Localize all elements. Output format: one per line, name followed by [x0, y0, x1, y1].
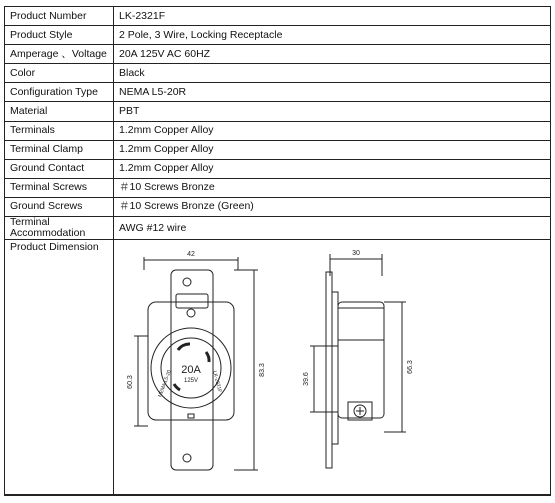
front-strap-hole-bottom	[183, 454, 191, 462]
front-body	[148, 302, 234, 420]
spec-value: 1.2mm Copper Alloy	[114, 140, 551, 159]
spec-row	[5, 178, 550, 197]
spec-label: Terminals	[5, 121, 114, 140]
face-right-text: LK-2321F	[211, 370, 223, 394]
spec-row	[5, 7, 550, 26]
spec-label: Product Number	[5, 7, 114, 26]
spec-label: Material	[5, 102, 114, 121]
spec-label: Terminal Clamp	[5, 140, 114, 159]
spec-row	[5, 140, 550, 159]
side-inner-height-label: 39.6	[303, 372, 310, 386]
spec-label: Terminal Screws	[5, 178, 114, 197]
spec-row	[5, 83, 550, 102]
dimension-label: Product Dimension	[5, 240, 114, 495]
side-width-label: 30	[352, 250, 360, 257]
side-body	[338, 302, 384, 418]
product-dimension-drawing	[108, 236, 546, 488]
spec-row	[5, 26, 550, 45]
spec-label: Product Style	[5, 26, 114, 45]
spec-row	[5, 102, 550, 121]
spec-label: Amperage 、Voltage	[5, 45, 114, 64]
spec-label: Ground Contact	[5, 159, 114, 178]
spec-value: 20A 125V AC 60HZ	[114, 45, 551, 64]
front-mount-screw-top	[187, 309, 195, 317]
spec-row	[5, 45, 550, 64]
spec-row	[5, 64, 550, 83]
front-outer-height-label: 83.3	[259, 363, 266, 377]
spec-value: LK-2321F	[114, 7, 551, 26]
spec-label: Configuration Type	[5, 83, 114, 102]
spec-value: PBT	[114, 102, 551, 121]
side-outer-height-label: 66.3	[407, 360, 414, 374]
spec-value: NEMA L5-20R	[114, 83, 551, 102]
spec-value: AWG #12 wire	[114, 217, 551, 240]
front-inner-height-label: 60.3	[127, 375, 134, 389]
spec-value: ＃10 Screws Bronze	[114, 178, 551, 197]
spec-label: Ground Screws	[5, 197, 114, 216]
spec-value: 1.2mm Copper Alloy	[114, 159, 551, 178]
spec-value: 1.2mm Copper Alloy	[114, 121, 551, 140]
face-left-text: NEMA L5-20	[157, 369, 173, 399]
spec-label: Color	[5, 64, 114, 83]
front-strap-hole-top	[183, 278, 191, 286]
face-amps-label: 20A	[181, 364, 201, 376]
spec-label: Terminal Accommodation	[5, 217, 114, 240]
spec-value: 2 Pole, 3 Wire, Locking Receptacle	[114, 26, 551, 45]
spec-value: ＃10 Screws Bronze (Green)	[114, 197, 551, 216]
face-volts-label: 125V	[183, 378, 199, 384]
spec-row	[5, 197, 550, 216]
spec-row	[5, 159, 550, 178]
front-width-label: 42	[187, 251, 195, 258]
side-strap	[326, 272, 332, 468]
spec-row	[5, 121, 550, 140]
spec-value: Black	[114, 64, 551, 83]
dimension-svg	[108, 236, 546, 488]
